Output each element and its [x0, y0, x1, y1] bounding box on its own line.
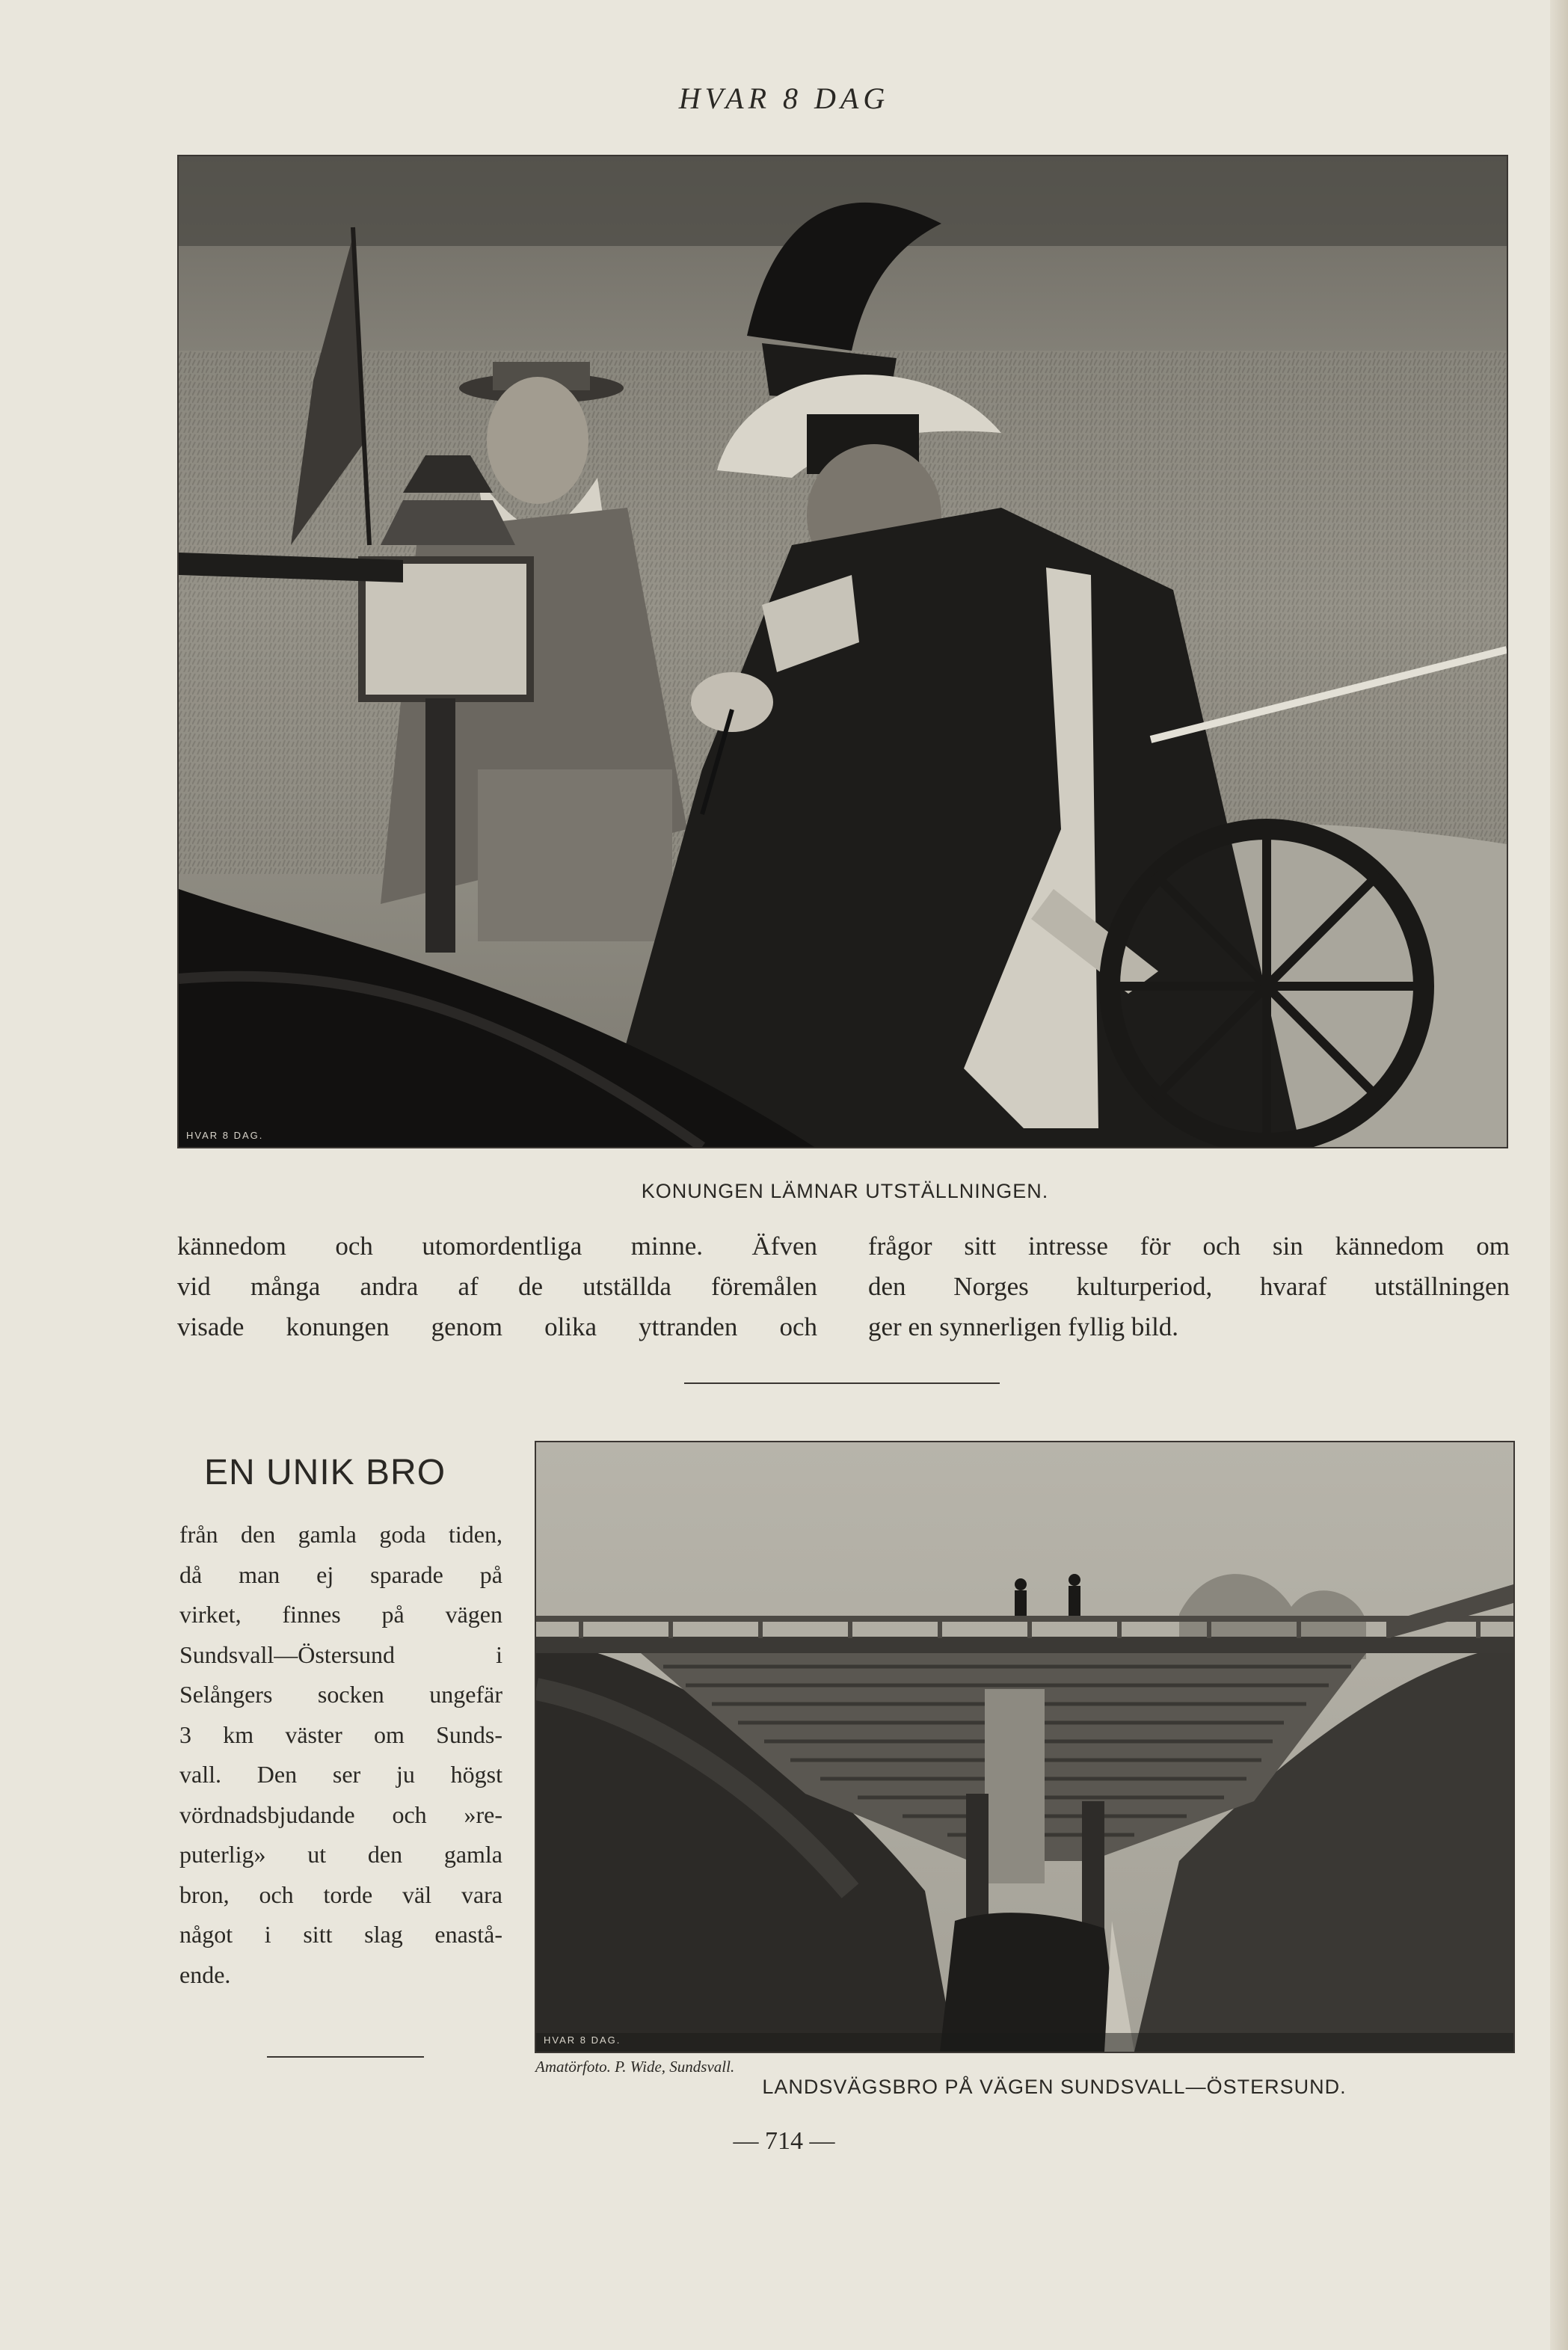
carriage-photo-illustration — [179, 156, 1507, 1147]
section-divider — [684, 1382, 1000, 1384]
photo-king-carriage — [177, 155, 1508, 1148]
text-line: visade konungen genom olika yttranden och — [177, 1312, 817, 1341]
text-line: virket, finnes på vägen — [179, 1601, 502, 1628]
text-line: vördnadsbjudande och »re- — [179, 1800, 502, 1828]
text-line: Selångers socken ungefär — [179, 1681, 502, 1708]
text-line: puterlig» ut den gamla — [179, 1841, 502, 1868]
article-column-left — [177, 1226, 817, 1347]
bridge-photo-illustration — [536, 1442, 1513, 2052]
article-column-right — [868, 1226, 1510, 1347]
text-line: från den gamla goda tiden, — [179, 1521, 502, 1548]
photo-caption: LANDSVÄGSBRO PÅ VÄGEN SUNDSVALL—ÖSTERSUND. — [762, 2076, 1347, 2098]
page-number: — 714 — — [733, 2127, 835, 2155]
text-line: frågor sitt intresse för och sin kännedom om — [868, 1231, 1510, 1261]
text-line: bron, och torde väl vara — [179, 1880, 502, 1908]
text-line: vall. Den ser ju högst — [179, 1761, 502, 1788]
text-line: kännedom och utomordentliga minne. Äfven — [177, 1231, 817, 1261]
text-line: då man ej sparade på — [179, 1560, 502, 1588]
text-line: vid många andra af de utställda föremålen — [177, 1272, 817, 1301]
section-paragraph — [179, 1515, 502, 1995]
text-line: Sundsvall—Östersund i — [179, 1640, 502, 1668]
photo-credit: Amatörfoto. P. Wide, Sundsvall. — [535, 2058, 735, 2076]
text-line: 3 km väster om Sunds- — [179, 1720, 502, 1748]
page-edge-shadow — [1550, 0, 1568, 2350]
photo-log-bridge — [535, 1441, 1515, 2053]
section-title: EN UNIK BRO — [204, 1453, 446, 1492]
text-line: något i sitt slag enastå- — [179, 1921, 502, 1948]
photo-watermark: HVAR 8 DAG. — [544, 2034, 621, 2046]
text-line: ende. — [179, 1960, 231, 1988]
section-end-rule — [267, 2056, 424, 2058]
photo-watermark: HVAR 8 DAG. — [186, 1130, 264, 1141]
running-title: HVAR 8 DAG — [678, 81, 890, 115]
text-line: ger en synnerligen fyllig bild. — [868, 1312, 1179, 1341]
text-line: den Norges kulturperiod, hvaraf utställningen — [868, 1272, 1510, 1301]
photo-caption: KONUNGEN LÄMNAR UTSTÄLLNINGEN. — [641, 1180, 1049, 1202]
